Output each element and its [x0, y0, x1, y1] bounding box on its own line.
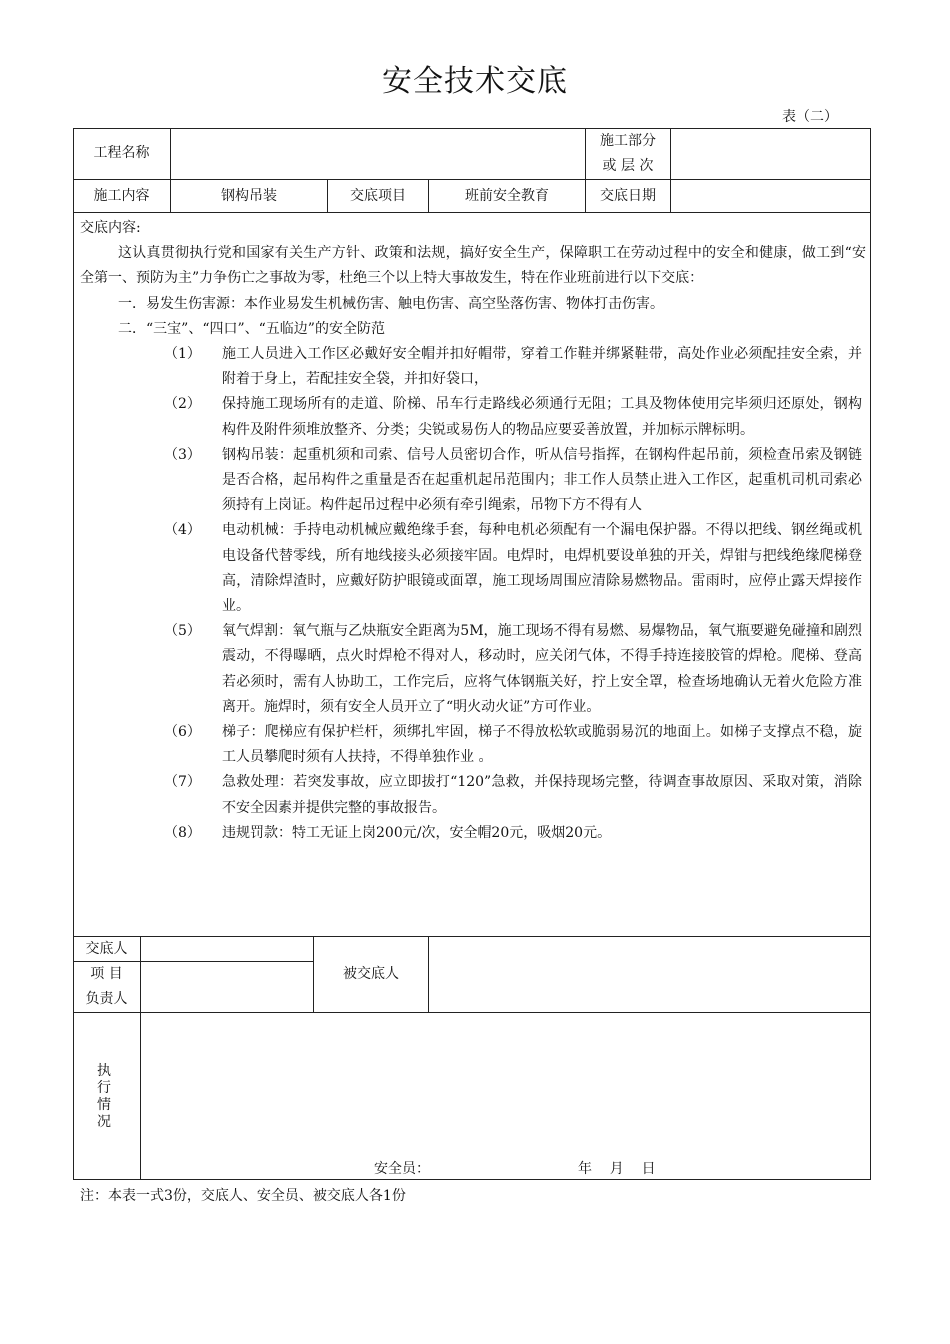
item-text: 氧气焊割：氧气瓶与乙炔瓶安全距离为5M，施工现场不得有易燃、易爆物品，氧气瓶要避免碰撞和剧烈震动，不得曝晒，点火时焊枪不得对人，移动时，应关闭气体，不得手持连接胶管的焊枪。爬梯、登高若必须时，需有人协助工，工作完后，应将气体钢瓶关好，拧上安全罩，检查场地确认无着火危险方准离开。施焊时，须有安全人员开立了“明火动火证”方可作业。: [222, 623, 862, 715]
pm-label-line1: 项 目: [90, 966, 123, 982]
page-title: 安全技术交底: [382, 64, 568, 99]
item-number: （7）: [164, 774, 201, 791]
item-number: （3）: [164, 446, 201, 463]
execution-date: 年 月 日: [578, 1161, 656, 1177]
pm-label: [73, 962, 140, 1012]
item-text: 急救处理：若突发事故，应立即拔打“120”急救，并保持现场完整，待调查事故原因、采取对策，消除不安全因素并提供完整的事故报告。: [222, 774, 862, 816]
work-content-label: 施工内容: [93, 187, 150, 204]
work-content-field[interactable]: 钢构吊装: [221, 187, 277, 204]
discloser-field[interactable]: [141, 937, 313, 961]
part-label-line1: 施工部分: [600, 132, 656, 149]
item-label: 交底项目: [350, 187, 406, 204]
execution-label-char: 行: [97, 1080, 111, 1096]
footnote: 注：本表一式3份，交底人、安全员、被交底人各1份: [80, 1188, 406, 1204]
item-number: （4）: [164, 522, 201, 539]
item-text: 梯子：爬梯应有保护栏杆，须绑扎牢固，梯子不得放松软或脆弱易沉的地面上。如梯子支撑点不稳，旋工人员攀爬时须有人扶持，不得单独作业 。: [222, 724, 862, 766]
receiver-field[interactable]: [429, 937, 871, 1012]
item-text: 违规罚款：特工无证上岗200元/次，安全帽20元，吸烟20元。: [222, 824, 612, 841]
discloser-label: 交底人: [85, 940, 128, 957]
section-protection: 二．“三宝”、“四口”、“五临边”的安全防范: [118, 320, 385, 337]
list-item: [80, 443, 866, 519]
rule-signoff-end: [73, 1012, 871, 1013]
list-item: [80, 342, 866, 392]
execution-label: [92, 1063, 116, 1131]
list-item: [80, 770, 866, 820]
part-label: [586, 128, 670, 179]
rule-row2: [73, 212, 871, 213]
section-hazards: 一．易发生伤害源：本作业易发生机械伤害、触电伤害、高空坠落伤害、物体打击伤害。: [118, 295, 664, 312]
safety-officer-label: 安全员：: [374, 1161, 430, 1177]
list-item: [80, 392, 866, 442]
vrule-i: [140, 1012, 141, 1180]
item-text: 施工人员进入工作区必戴好安全帽并扣好帽带，穿着工作鞋并绑紧鞋带，高处作业必须配挂安全索，并附着于身上，若配挂安全袋，并扣好袋口，: [222, 346, 862, 388]
pm-field[interactable]: [141, 962, 313, 1012]
item-text: 保持施工现场所有的走道、阶梯、吊车行走路线必须通行无阻；工具及物体使用完毕须归还原处，钢构构件及附件须堆放整齐、分类；尖锐或易伤人的物品应要妥善放置，并加标示牌标明。: [222, 396, 862, 438]
project-name-label: 工程名称: [93, 145, 150, 161]
list-item: [80, 518, 866, 619]
date-field[interactable]: [671, 180, 871, 212]
item-number: （8）: [164, 824, 201, 841]
item-text: 钢构吊装：起重机须和司索、信号人员密切合作，听从信号指挥，在钢构件起吊前，须检查吊索及钢链是否合格，起吊构件之重量是否在起重机起吊范围内；非工作人员禁止进入工作区，起重机司机司索必须持有上岗证。构件起吊过程中必须有牵引绳索，吊物下方不得有人: [222, 446, 862, 514]
item-text: 电动机械：手持电动机械应戴绝缘手套，每种电机必须配有一个漏电保护器。不得以把线、钢丝绳或机电设备代替零线，所有地线接头必须接牢固。电焊时，电焊机要设单独的开关，焊钳与把线绝缘爬梯登高，清除焊渣时，应戴好防护眼镜或面罩，施工现场周围应清除易燃物品。雷雨时，应停止露天焊接作业。: [222, 522, 862, 615]
list-item: [80, 821, 866, 846]
item-number: （6）: [164, 724, 201, 741]
execution-label-char: 执: [97, 1063, 111, 1079]
pm-label-line2: 负责人: [85, 991, 128, 1007]
execution-label-char: 情: [97, 1097, 111, 1113]
receiver-label: 被交底人: [343, 966, 399, 982]
content-intro: 这认真贯彻执行党和国家有关生产方针、政策和法规，搞好安全生产，保障职工在劳动过程中的安全和健康，做工到“安全第一、预防为主”力争伤亡之事故为零，杜绝三个以上特大事故发生，特在作业班前进行以下交底：: [80, 245, 866, 287]
list-item: [80, 619, 866, 720]
item-number: （5）: [164, 623, 201, 640]
date-label: 交底日期: [600, 187, 656, 204]
item-number: （1）: [164, 346, 201, 363]
item-number: （2）: [164, 396, 201, 413]
content-heading: 交底内容:: [80, 220, 141, 236]
item-field[interactable]: 班前安全教育: [465, 187, 549, 204]
disclosure-content: [80, 216, 866, 846]
execution-label-char: 况: [97, 1114, 111, 1130]
part-label-line2: 或 层 次: [602, 157, 654, 174]
list-item: [80, 720, 866, 770]
form-number: 表（二）: [782, 109, 838, 125]
part-field[interactable]: [671, 128, 871, 179]
project-name-field[interactable]: [171, 128, 585, 179]
